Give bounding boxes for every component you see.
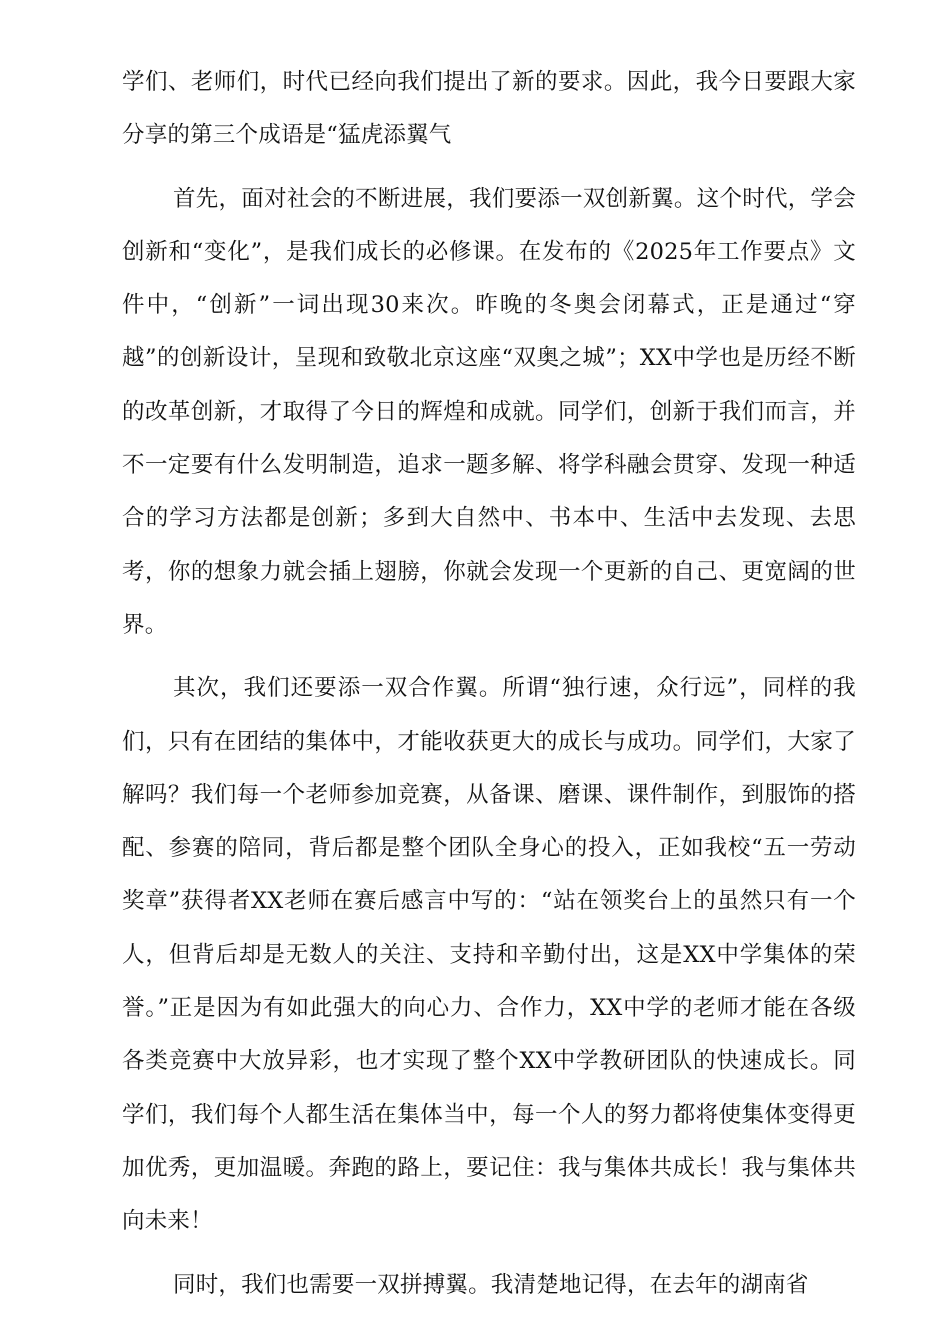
paragraph-continuation: 学们、老师们，时代已经向我们提出了新的要求。因此，我今日要跟大家分享的第三个成语是“猛虎添翼气: [122, 69, 856, 149]
paragraph-cooperation-wing: 其次，我们还要添一双合作翼。所谓“独行速，众行远”，同样的我们，只有在团结的集体中，才能收获更大的成长与成功。同学们，大家了解吗？我们每一个老师参加竞赛，从备课、磨课、课件制作，到服饰的搭配、参赛的陪同，背后都是整个团队全身心的投入，正如我校“五一劳动奖章”获得者XX老师在赛后感言中写的：“站在领奖台上的虽然只有一个人，但背后却是无数人的关注、支持和辛勤付出，这是XX中学集体的荣誉。”正是因为有如此强大的向心力、合作力，XX中学的老师才能在各级各类竞赛中大放异彩，也才实现了整个XX中学教研团队的快速成长。同学们，我们每个人都生活在集体当中，每一个人的努力都将使集体变得更加优秀，更加温暖。奔跑的路上，要记住：我与集体共成长！我与集体共向未来！: [122, 675, 856, 1235]
paragraph-innovation-wing: 首先，面对社会的不断进展，我们要添一双创新翼。这个时代，学会创新和“变化”，是我们成长的必修课。在发布的《2025年工作要点》文件中，“创新”一词出现30来次。昨晚的冬奥会闭幕式，正是通过“穿越”的创新设计，呈现和致敬北京这座“双奥之城”；XX中学也是历经不断的改革创新，才取得了今日的辉煌和成就。同学们，创新于我们而言，并不一定要有什么发明制造，追求一题多解、将学科融会贯穿、发现一种适合的学习方法都是创新；多到大自然中、书本中、生活中去发现、去思考，你的想象力就会插上翅膀，你就会发现一个更新的自己、更宽阔的世界。: [122, 185, 856, 638]
paragraph-striving-wing: 同时，我们也需要一双拼搏翼。我清楚地记得，在去年的湖南省: [173, 1271, 809, 1298]
